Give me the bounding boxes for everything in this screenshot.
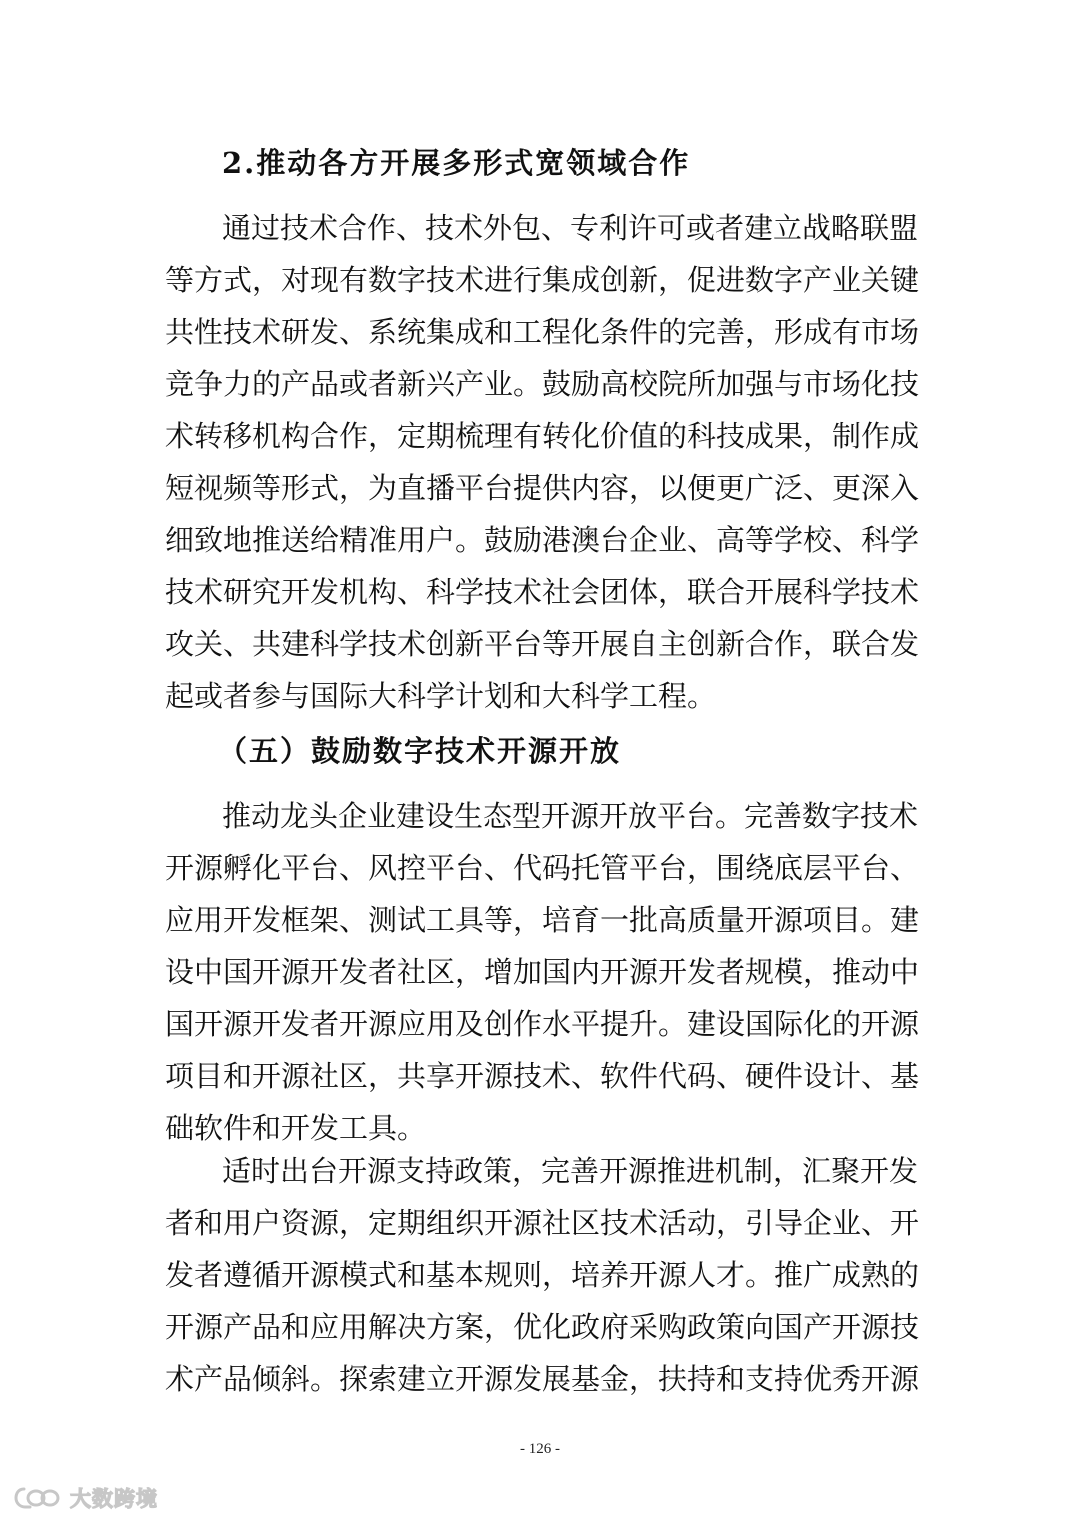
paragraph-line: 国开源开发者开源应用及创作水平提升。建设国际化的开源: [165, 1007, 920, 1041]
paragraph-line: 技术研究开发机构、科学技术社会团体，联合开展科学技术: [165, 575, 920, 609]
paragraph-open-source-platform: [165, 790, 920, 1154]
paragraph-line: 项目和开源社区，共享开源技术、软件代码、硬件设计、基: [165, 1059, 920, 1093]
paragraph-open-source-policy: [165, 1145, 920, 1405]
paragraph-line: 者和用户资源，定期组织开源社区技术活动，引导企业、开: [165, 1206, 920, 1240]
section-heading-cooperation: 2.推动各方开展多形式宽领域合作: [222, 146, 691, 180]
paragraph-line: 攻关、共建科学技术创新平台等开展自主创新合作，联合发: [165, 627, 920, 661]
paragraph-line: 起或者参与国际大科学计划和大科学工程。: [165, 679, 717, 713]
paragraph-line: 发者遵循开源模式和基本规则，培养开源人才。推广成熟的: [165, 1258, 920, 1292]
paragraph-line: 通过技术合作、技术外包、专利许可或者建立战略联盟: [222, 211, 919, 245]
watermark-text: 大数跨境: [70, 1487, 158, 1511]
paragraph-line: 础软件和开发工具。: [165, 1111, 427, 1145]
page-number: - 126 -: [520, 1441, 560, 1457]
paragraph-line: 开源孵化平台、风控平台、代码托管平台，围绕底层平台、: [165, 851, 920, 885]
chain-link-logo-icon: [14, 1485, 66, 1511]
paragraph-line: 竞争力的产品或者新兴产业。鼓励高校院所加强与市场化技: [165, 367, 920, 401]
paragraph-line: 应用开发框架、测试工具等，培育一批高质量开源项目。建: [165, 903, 920, 937]
paragraph-line: 术转移机构合作，定期梳理有转化价值的科技成果，制作成: [165, 419, 920, 453]
paragraph-line: 开源产品和应用解决方案，优化政府采购政策向国产开源技: [165, 1310, 920, 1344]
watermark: [14, 1481, 158, 1515]
paragraph-cooperation: [165, 202, 920, 722]
paragraph-line: 术产品倾斜。探索建立开源发展基金，扶持和支持优秀开源: [165, 1362, 920, 1396]
paragraph-line: 短视频等形式，为直播平台提供内容，以便更广泛、更深入: [165, 471, 920, 505]
paragraph-line: 设中国开源开发者社区，增加国内开源开发者规模，推动中: [165, 955, 920, 989]
paragraph-line: 共性技术研发、系统集成和工程化条件的完善，形成有市场: [165, 315, 920, 349]
paragraph-line: 细致地推送给精准用户。鼓励港澳台企业、高等学校、科学: [165, 523, 920, 557]
paragraph-line: 推动龙头企业建设生态型开源开放平台。完善数字技术: [222, 799, 919, 833]
paragraph-line: 等方式，对现有数字技术进行集成创新，促进数字产业关键: [165, 263, 920, 297]
paragraph-line: 适时出台开源支持政策，完善开源推进机制，汇聚开发: [222, 1154, 919, 1188]
section-heading-open-source: （五）鼓励数字技术开源开放: [218, 734, 622, 768]
